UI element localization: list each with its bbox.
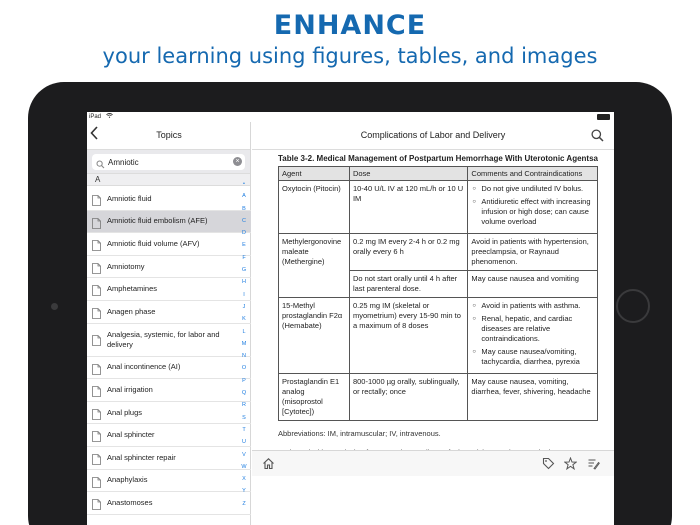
dose-cell: Do not start orally until 4 h after last parenteral dose. [349,271,467,298]
document-icon [92,362,101,373]
hero-title: ENHANCE [273,10,427,41]
index-letter[interactable]: T [242,426,246,433]
column-header: Dose [349,167,467,181]
table-row [279,234,598,271]
table-title [278,154,598,164]
index-letter[interactable]: L [242,328,246,335]
index-letter[interactable]: G [241,267,247,274]
hero-subtitle: your learning using figures, tables, and images [102,44,598,68]
topic-label: Anal incontinence (AI) [107,362,181,372]
topic-row[interactable] [87,211,251,234]
index-letter[interactable]: O [241,365,247,372]
document-icon [92,333,101,344]
topic-label: Anal plugs [107,407,143,417]
topic-row[interactable] [87,256,251,279]
dose-cell: 0.2 mg IM every 2-4 h or 0.2 mg orally every 6 h [349,234,467,271]
agent-cell: Prostaglandin E1 analog (misoprostol [Cytotec]) [279,374,350,421]
document-icon [92,429,101,440]
index-letter[interactable]: D [242,230,246,237]
tag-icon[interactable] [542,457,555,475]
document-icon [92,384,101,395]
topic-row[interactable] [87,233,251,256]
content-body [278,154,598,457]
dose-cell: 10-40 U/L IV at 120 mL/h or 10 U IM [349,181,467,234]
agent-cell: 15-Methyl prostaglandin F2α (Hemabate) [279,298,350,374]
wifi-icon [106,114,113,120]
topics-nav-bar [87,122,250,150]
home-button[interactable] [616,289,650,323]
table-row [279,374,598,421]
topic-row[interactable] [87,301,251,324]
topic-row[interactable] [87,492,251,515]
index-letter[interactable]: E [242,242,246,249]
comments-cell [468,298,598,374]
index-letter[interactable]: W [241,463,247,470]
document-icon [92,497,101,508]
section-header: A [87,174,250,186]
topics-title: Topics [156,130,182,140]
topic-label: Amniotic fluid [107,193,152,203]
table-row [279,298,598,374]
topics-pane [87,122,251,525]
index-letter[interactable]: R [242,402,246,409]
topic-row[interactable] [87,278,251,301]
topic-label: Amniotic fluid embolism (AFE) [107,216,208,226]
device-label: iPad [89,114,102,120]
table-title-text: Table 3-2. Medical Management of Postpartum Hemorrhage With Uterotonic Agentsa [278,154,598,163]
index-letter[interactable]: K [242,316,246,323]
topic-label: Anastomoses [107,497,153,507]
comment-item: ○ Antidiuretic effect with increasing infusion or high dose; can cause volume overload [471,197,594,227]
chapter-title: Complications of Labor and Delivery [360,130,506,140]
topic-label: Anagen phase [107,306,156,316]
management-table [278,166,598,421]
topic-label: Analgesia, systemic, for labor and delivery [107,329,220,349]
topic-label: Anal sphincter repair [107,452,176,462]
topic-list [87,188,251,515]
index-letter[interactable]: J [242,303,246,310]
star-icon[interactable] [564,457,577,475]
document-icon [92,407,101,418]
topic-row[interactable] [87,470,251,493]
document-icon [92,283,101,294]
topic-label: Anal irrigation [107,384,153,394]
dose-cell: 800-1000 µg orally, sublingually, or rectally; once [349,374,467,421]
document-icon [92,261,101,272]
document-icon [92,475,101,486]
comments-cell: May cause nausea, vomiting, diarrhea, fever, shivering, headache [468,374,598,421]
index-letter[interactable]: P [242,377,246,384]
comments-cell: May cause nausea and vomiting [468,271,598,298]
search-box [92,154,245,170]
agent-cell: Methylergonovine maleate (Methergine) [279,234,350,298]
document-icon [92,193,101,204]
column-header: Agent [279,167,350,181]
alphabet-index[interactable] [239,178,249,510]
topic-row[interactable] [87,357,251,380]
notes-icon[interactable] [587,457,600,475]
topic-label: Amphetamines [107,284,158,294]
topic-row[interactable] [87,402,251,425]
index-letter[interactable]: C [242,217,246,224]
index-letter[interactable]: S [242,414,246,421]
index-letter[interactable]: A [242,193,246,200]
index-letter[interactable]: Q [241,390,247,397]
column-header: Comments and Contraindications [468,167,598,181]
search-input[interactable] [108,156,228,168]
topic-label: Anaphylaxis [107,475,148,485]
comment-item: ○ Renal, hepatic, and cardiac diseases are relative contraindications. [471,314,594,344]
comments-cell: Avoid in patients with hypertension, preeclampsia, or Raynaud phenomenon. [468,234,598,271]
bottom-toolbar [252,450,614,476]
index-letter[interactable]: H [242,279,246,286]
comment-item: ○ Do not give undiluted IV bolus. [471,184,594,194]
document-icon [92,306,101,317]
index-letter[interactable]: V [242,451,246,458]
index-letter[interactable]: M [241,340,247,347]
app-screen [87,112,614,525]
index-letter[interactable]: Y [242,488,246,495]
document-icon [92,452,101,463]
camera [51,303,58,310]
topic-label: Amniotomy [107,261,145,271]
index-letter[interactable]: B [242,205,246,212]
content-pane [252,122,614,525]
search-icon [96,156,105,174]
index-letter[interactable]: I [243,291,245,298]
comment-item: ○ Avoid in patients with asthma. [471,301,594,311]
search-icon[interactable] [591,129,604,147]
comment-item: ○ May cause nausea/vomiting, tachycardia, diarrhea, pyrexia [471,347,594,367]
topic-search-bar [87,150,250,174]
index-letter[interactable]: N [242,353,246,360]
topic-row[interactable] [87,447,251,470]
topic-row[interactable] [87,379,251,402]
table-row [279,181,598,234]
status-bar [87,112,614,122]
table-header-row [279,167,598,181]
clear-icon[interactable]: × [233,157,242,166]
topic-label: Anal sphincter [107,430,155,440]
index-letter[interactable]: • [243,181,245,187]
document-icon [92,238,101,249]
index-letter[interactable]: U [242,439,246,446]
index-letter[interactable]: F [242,254,246,261]
content-nav-bar [252,122,614,150]
home-icon[interactable] [262,457,275,475]
battery-icon [597,114,610,120]
topic-row[interactable] [87,424,251,447]
index-letter[interactable]: Z [242,500,246,507]
topic-row[interactable] [87,324,251,357]
index-letter[interactable]: X [242,476,246,483]
comments-cell [468,181,598,234]
agent-cell: Oxytocin (Pitocin) [279,181,350,234]
dose-cell: 0.25 mg IM (skeletal or myometrium) every 15-90 min to a maximum of 8 doses [349,298,467,374]
topic-row[interactable] [87,188,251,211]
abbreviations-note: Abbreviations: IM, intramuscular; IV, intravenous. [278,429,441,438]
topic-label: Amniotic fluid volume (AFV) [107,238,200,248]
document-icon [92,216,101,227]
